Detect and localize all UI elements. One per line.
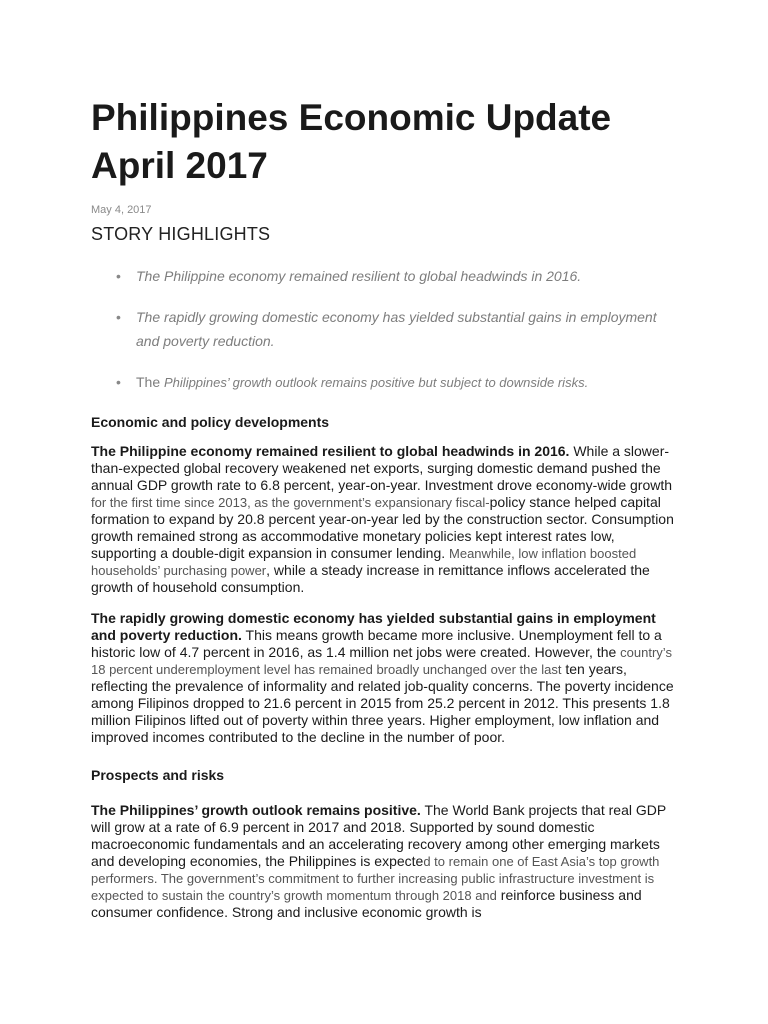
highlight-item — [116, 305, 679, 353]
section-heading-prospects: Prospects and risks — [91, 767, 225, 783]
bullet-icon: • — [116, 374, 121, 390]
paragraph-economy-resilient — [91, 443, 679, 596]
highlight-item — [116, 264, 679, 288]
bullet-icon: • — [116, 309, 121, 325]
highlights-list — [91, 264, 679, 395]
paragraph-lead: The Philippine economy remained resilient to global headwinds in 2016. — [91, 443, 570, 459]
paragraph-text: d to remain one of East Asia’s top growth performers. The government’s commitment to further increasing public infrastructure investment is expected to sustain the country’s growth momentum through 2018 and — [91, 854, 660, 903]
paragraph-growth-outlook — [91, 802, 679, 921]
highlight-item — [116, 370, 679, 395]
paragraph-employment-poverty — [91, 610, 679, 746]
paragraph-text: This means growth became more inclusive. Unemployment fell to a historic low of 4.7 percent in 2016, as 1.4 million net jobs were created. However, the — [91, 627, 662, 660]
highlight-text-rest: Philippines’ growth outlook remains positive but subject to downside risks. — [164, 375, 589, 390]
publish-date: May 4, 2017 — [91, 204, 152, 216]
section-heading-economic: Economic and policy developments — [91, 414, 330, 430]
article — [91, 94, 679, 935]
highlights-heading: STORY HIGHLIGHTS — [91, 224, 271, 244]
paragraph-text: reinforce business and consumer confidence. Strong and inclusive economic growth is — [91, 887, 642, 920]
paragraph-text: policy stance helped capital formation to expand by 20.8 percent year-on-year led by the construction sector. Consumption growth remained strong as accommodative monetary policies kept interest rates low, supporting a double-digit expansion in consumer lending. — [91, 494, 674, 561]
highlight-text-lead: The — [136, 374, 165, 390]
bullet-icon: • — [116, 268, 121, 284]
paragraph-lead: The rapidly growing domestic economy has yielded substantial gains in employment and poverty reduction. — [91, 610, 656, 643]
title-line-1: Philippines Economic Update — [91, 97, 612, 138]
paragraph-text: ten years, reflecting the prevalence of informality and related job-quality concerns. The poverty incidence among Filipinos dropped to 21.6 percent in 2015 from 25.2 percent in 2012. This presents 1.8 million Filipinos lifted out of poverty within three years. Higher employment, low inflation and improved incomes contributed to the decline in the number of poor. — [91, 661, 674, 745]
paragraph-text: While a slower-than-expected global recovery weakened net exports, surging domestic demand pushed the annual GDP growth rate to 6.8 percent, year-on-year. Investment drove economy-wide growth — [91, 443, 673, 493]
title-line-2: April 2017 — [91, 145, 268, 186]
paragraph-text: , while a steady increase in remittance inflows accelerated the growth of household consumption. — [91, 562, 650, 595]
paragraph-text: for the first time since 2013, as the government’s expansionary fiscal- — [91, 495, 490, 510]
highlight-text: The rapidly growing domestic economy has yielded substantial gains in employment and poverty reduction. — [136, 309, 657, 349]
paragraph-text: country’s 18 percent underemployment level has remained broadly unchanged over the last — [91, 645, 672, 677]
page-title — [91, 94, 679, 190]
paragraph-lead: The Philippines’ growth outlook remains positive. — [91, 802, 421, 818]
paragraph-text: Meanwhile, low inflation boosted households’ purchasing power — [91, 546, 637, 578]
paragraph-text: The World Bank projects that real GDP will grow at a rate of 6.9 percent in 2017 and 2018. Supported by sound domestic macroeconomic fundamentals and an accelerating recovery among other emerging markets and developing economies, the Philippines is expecte — [91, 802, 666, 869]
highlight-text: The Philippine economy remained resilient to global headwinds in 2016. — [136, 268, 582, 284]
